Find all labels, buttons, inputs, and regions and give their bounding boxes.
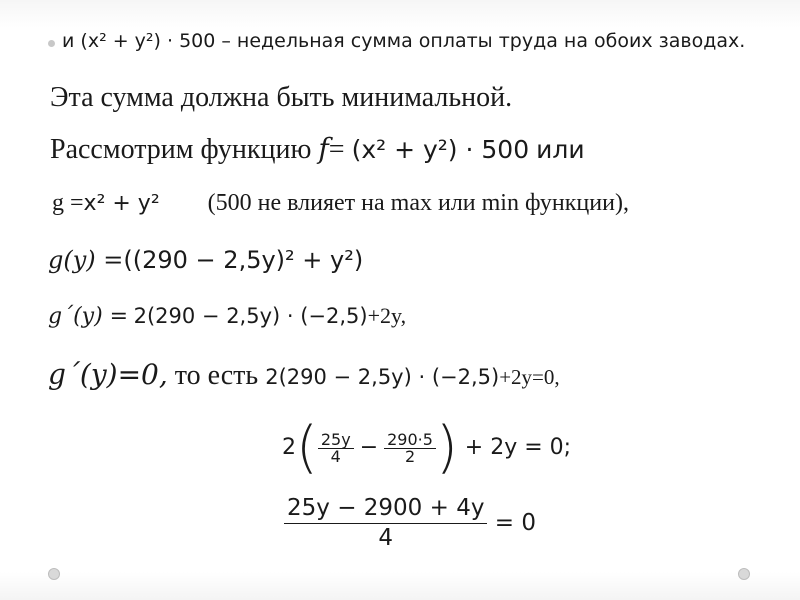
equation-2 [284, 494, 536, 553]
eq2-den: 4 [284, 523, 487, 553]
eq1-coef: 2 [282, 435, 296, 460]
line-zero [48, 358, 560, 392]
line-gy-lhs: g(y) = [48, 246, 124, 274]
line-function [50, 132, 585, 166]
equation-1 [282, 415, 572, 480]
eq1-frac2 [384, 429, 436, 466]
corner-dot-right-icon [738, 568, 750, 580]
line-gprime-tail: +2y, [367, 303, 407, 328]
line-g [52, 190, 629, 217]
eq1-paren-left: ( [296, 415, 318, 480]
line-minimal-text: Эта сумма должна быть минимальной. [50, 82, 513, 113]
eq1-frac1 [318, 429, 354, 466]
line-function-formula: (x² + y²) · 500 [351, 135, 530, 164]
line-gy [48, 246, 363, 275]
bullet-line [62, 30, 745, 52]
line-zero-formula: 2(290 − 2,5y) · (−2,5) [265, 365, 500, 389]
eq2-frac [284, 494, 487, 553]
eq1-minus: − [359, 435, 379, 460]
line-zero-text: то есть [174, 360, 259, 391]
bullet-dot-icon [48, 40, 55, 47]
corner-dot-left-icon [48, 568, 60, 580]
eq1-frac1-num: 25y [320, 429, 351, 449]
eq1-rest: + 2y = 0; [464, 435, 572, 460]
eq1-paren-right: ) [435, 415, 458, 480]
line-function-f: f [318, 132, 329, 165]
line-gprime [48, 303, 406, 329]
line-g-note: (500 не влияет на max или min функции), [207, 190, 629, 216]
line-g-formula: x² + y² [83, 191, 160, 216]
line-gprime-formula: 2(290 − 2,5y) · (−2,5) [133, 304, 368, 328]
line-function-text: Рассмотрим функцию [50, 134, 312, 165]
eq2-rest: = 0 [494, 509, 536, 536]
line-g-lhs: g = [52, 190, 84, 216]
bullet-text: – недельная сумма оплаты труда на обоих заводах. [221, 30, 746, 52]
line-gprime-lhs: g´(y) = [48, 304, 129, 329]
eq2-num: 25y − 2900 + 4y [287, 495, 485, 521]
bullet-prefix: и [62, 30, 75, 52]
line-minimal [50, 82, 512, 114]
line-function-or: или [536, 135, 585, 164]
line-gy-formula: ((290 − 2,5y)² + y²) [123, 246, 364, 274]
eq1-frac2-num: 290·5 [387, 429, 433, 449]
eq1-frac1-den: 4 [318, 448, 354, 465]
line-zero-lhs: g´(y)=0, [48, 358, 168, 391]
line-zero-tail: +2y=0, [499, 365, 560, 389]
eq1-frac2-den: 2 [384, 448, 436, 465]
line-function-eq: = [328, 134, 345, 165]
bullet-formula: (x² + y²) · 500 [80, 30, 216, 52]
